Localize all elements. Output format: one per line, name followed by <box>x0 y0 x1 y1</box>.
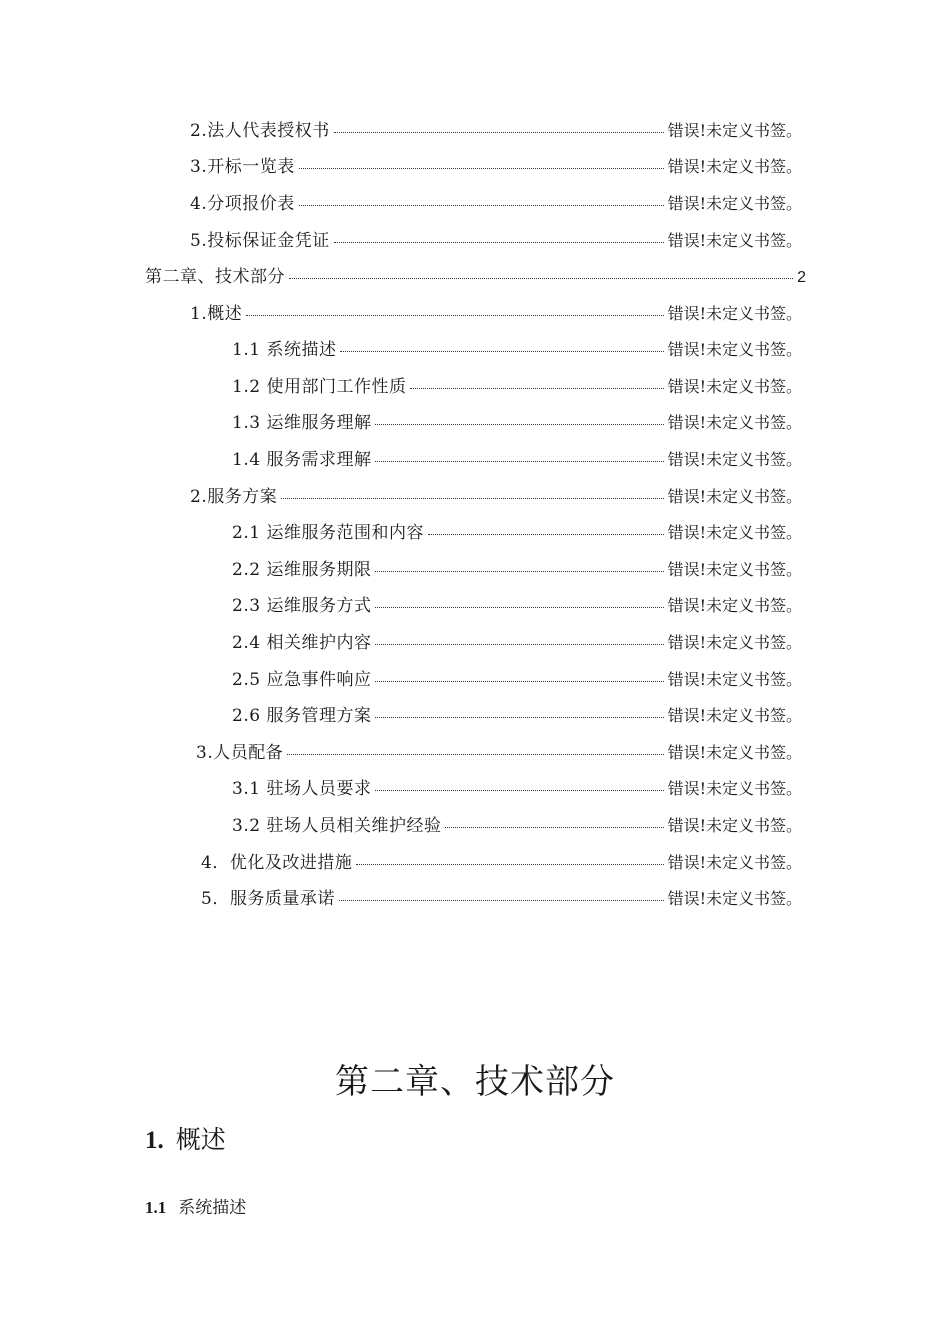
toc-entry-page: 错误!未定义书签。 <box>667 596 802 615</box>
toc-entry[interactable] <box>190 152 802 182</box>
toc-entry-page: 错误!未定义书签。 <box>667 523 802 542</box>
toc-entry-label: 5．服务质量承诺 <box>201 889 335 909</box>
toc-entry-page: 错误!未定义书签。 <box>667 413 802 432</box>
toc-entry-page: 错误!未定义书签。 <box>667 670 802 689</box>
toc-leader-dots <box>375 461 663 462</box>
toc-entry[interactable] <box>232 335 802 365</box>
toc-leader-dots <box>428 534 664 535</box>
toc-entry-page: 错误!未定义书签。 <box>667 560 802 579</box>
toc-entry-page: 错误!未定义书签。 <box>667 853 802 872</box>
toc-leader-dots <box>375 790 663 791</box>
section-heading-1-1 <box>145 1193 246 1218</box>
toc-leader-dots <box>334 132 664 133</box>
toc-leader-dots <box>287 754 663 755</box>
toc-entry-page: 错误!未定义书签。 <box>667 194 802 213</box>
toc-leader-dots <box>375 607 663 608</box>
toc-entry-label: 3.开标一览表 <box>190 157 295 177</box>
toc-entry-page: 错误!未定义书签。 <box>667 816 802 835</box>
toc-entry[interactable] <box>190 299 802 329</box>
toc-leader-dots <box>375 644 663 645</box>
toc-entry[interactable] <box>232 372 802 402</box>
toc-entry-page: 错误!未定义书签。 <box>667 450 802 469</box>
toc-entry-page: 错误!未定义书签。 <box>667 779 802 798</box>
toc-entry[interactable] <box>232 445 802 475</box>
toc-entry[interactable] <box>232 408 802 438</box>
toc-entry-page: 错误!未定义书签。 <box>667 889 802 908</box>
chapter-title: 第二章、技术部分 <box>335 1062 615 1102</box>
toc-entry[interactable] <box>190 189 802 219</box>
toc-entry[interactable] <box>190 226 802 256</box>
toc-entry-label: 1.1 系统描述 <box>232 340 337 360</box>
toc-entry[interactable] <box>232 628 802 658</box>
toc-leader-dots <box>339 900 664 901</box>
toc-entry-label: 4．优化及改进措施 <box>201 853 353 873</box>
toc-entry-label: 4.分项报价表 <box>190 194 295 214</box>
toc-leader-dots <box>281 498 663 499</box>
toc-leader-dots <box>289 278 793 279</box>
toc-entry-page: 错误!未定义书签。 <box>667 377 802 396</box>
toc-entry-label: 2.1 运维服务范围和内容 <box>232 523 424 543</box>
toc-entry-label: 1.概述 <box>190 304 243 324</box>
section-title: 概述 <box>175 1125 226 1154</box>
toc-entry-label: 5.投标保证金凭证 <box>190 231 330 251</box>
toc-entry[interactable] <box>190 116 802 146</box>
toc-entry-label: 2.5 应急事件响应 <box>232 670 372 690</box>
toc-leader-dots <box>299 168 664 169</box>
toc-entry-page: 错误!未定义书签。 <box>667 706 802 725</box>
toc-entry-page: 错误!未定义书签。 <box>667 231 802 250</box>
toc-entry-page: 错误!未定义书签。 <box>667 743 802 762</box>
toc-entry[interactable] <box>232 518 802 548</box>
toc-entry-page: 错误!未定义书签。 <box>667 157 802 176</box>
toc-entry[interactable] <box>196 738 802 768</box>
toc-leader-dots <box>375 424 663 425</box>
toc-entry-label: 3.2 驻场人员相关维护经验 <box>232 816 442 836</box>
toc-entry-label: 1.4 服务需求理解 <box>232 450 372 470</box>
toc-entry[interactable] <box>232 811 802 841</box>
toc-leader-dots <box>375 571 663 572</box>
toc-entry-label: 3.1 驻场人员要求 <box>232 779 372 799</box>
subsection-number: 1.1 <box>145 1198 167 1217</box>
section-number: 1. <box>145 1127 164 1154</box>
toc-leader-dots <box>299 205 664 206</box>
toc-entry-page: 错误!未定义书签。 <box>667 121 802 140</box>
toc-entry-label: 2.4 相关维护内容 <box>232 633 372 653</box>
toc-leader-dots <box>340 351 663 352</box>
toc-leader-dots <box>375 681 663 682</box>
toc-entry-page: 错误!未定义书签。 <box>667 487 802 506</box>
toc-leader-dots <box>246 315 663 316</box>
toc-entry[interactable] <box>201 848 802 878</box>
toc-entry-label: 2.3 运维服务方式 <box>232 596 372 616</box>
subsection-title: 系统描述 <box>178 1198 247 1218</box>
toc-entry[interactable] <box>232 591 802 621</box>
toc-entry-page: 错误!未定义书签。 <box>667 633 802 652</box>
toc-leader-dots <box>445 827 663 828</box>
toc-leader-dots <box>334 242 664 243</box>
toc-entry[interactable] <box>232 555 802 585</box>
toc-entry[interactable] <box>232 665 802 695</box>
toc-leader-dots <box>356 864 663 865</box>
toc-entry-label: 2.2 运维服务期限 <box>232 560 372 580</box>
toc-leader-dots <box>410 388 663 389</box>
toc-entry[interactable] <box>232 774 802 804</box>
toc-entry-label: 3.人员配备 <box>196 743 284 763</box>
toc-entry[interactable] <box>145 262 806 292</box>
toc-entry-label: 1.2 使用部门工作性质 <box>232 377 407 397</box>
toc-entry-page: 错误!未定义书签。 <box>667 340 802 359</box>
toc-entry[interactable] <box>201 884 802 914</box>
toc-entry-label: 第二章、技术部分 <box>145 267 285 287</box>
toc-entry[interactable] <box>232 701 802 731</box>
toc-entry-page: 2 <box>797 269 806 286</box>
toc-entry-label: 2.6 服务管理方案 <box>232 706 372 726</box>
toc-entry[interactable] <box>190 482 802 512</box>
toc-leader-dots <box>375 717 663 718</box>
section-heading-1 <box>145 1120 226 1156</box>
toc-entry-page: 错误!未定义书签。 <box>667 304 802 323</box>
toc-entry-label: 1.3 运维服务理解 <box>232 413 372 433</box>
toc-entry-label: 2.法人代表授权书 <box>190 121 330 141</box>
toc-entry-label: 2.服务方案 <box>190 487 278 507</box>
